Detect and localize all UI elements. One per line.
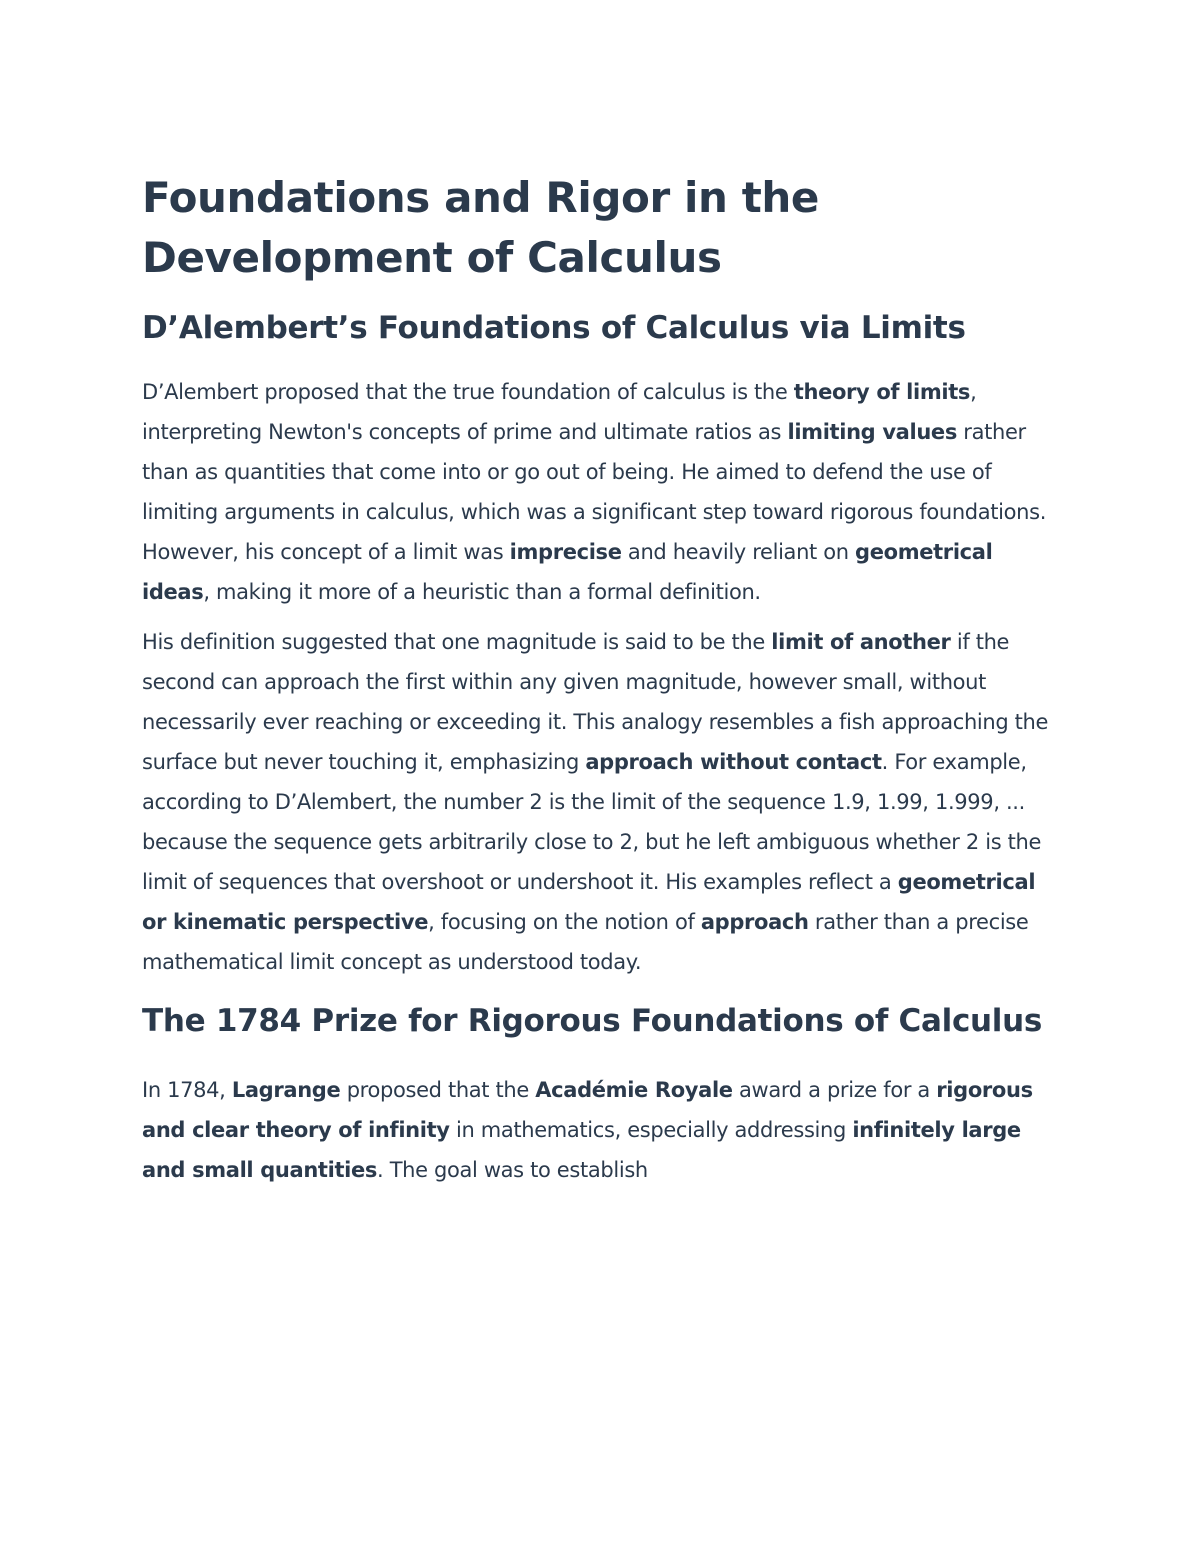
text-run: award a prize for a — [732, 1078, 937, 1102]
section-heading-1784-prize: The 1784 Prize for Rigorous Foundations of Calculus — [142, 1003, 1043, 1039]
text-run: In 1784, — [142, 1078, 232, 1102]
text-run: rather than a precise mathematical limit concept as understood today. — [142, 910, 1029, 974]
text-run: . The goal was to establish — [377, 1158, 648, 1182]
text-run: D’Alembert proposed that the true foundation of calculus is the — [142, 380, 794, 404]
emphasis: approach without contact — [585, 750, 882, 774]
text-run: , making it more of a heuristic than a formal definition. — [203, 580, 761, 604]
paragraph — [142, 1070, 1062, 1190]
emphasis: infinitely large and small quantities — [142, 1118, 1021, 1182]
emphasis: limit of another — [771, 630, 951, 654]
paragraph — [142, 622, 1062, 982]
emphasis: Lagrange — [231, 1078, 341, 1102]
emphasis: geometrical or kinematic perspective — [142, 870, 1036, 934]
document-title: Foundations and Rigor in the Development of Calculus — [142, 173, 820, 282]
text-run: His definition suggested that one magnitude is said to be the — [142, 630, 772, 654]
text-run: and heavily reliant on — [621, 540, 856, 564]
text-run: if the second can approach the first within any given magnitude, however small, without necessarily ever reaching or exceeding it. This analogy resembles a fish approaching the surface but never touching it, emphasizing — [142, 630, 1049, 774]
emphasis: geometrical ideas — [142, 540, 993, 604]
section-heading-dalembert: D’Alembert’s Foundations of Calculus via Limits — [142, 310, 966, 346]
emphasis: imprecise — [509, 540, 622, 564]
text-run: in mathematics, especially addressing — [449, 1118, 853, 1142]
emphasis: Académie Royale — [535, 1078, 733, 1102]
emphasis: theory of limits — [793, 380, 971, 404]
emphasis: rigorous and clear theory of infinity — [142, 1078, 1033, 1142]
text-run: . For example, according to D’Alembert, the number 2 is the limit of the sequence 1.9, 1.99, 1.999, ... because the sequence gets arbitrarily close to 2, but he left ambiguous whether 2 is the limit of sequences that overshoot or undershoot it. His examples reflect a — [142, 750, 1042, 894]
document-page — [142, 168, 1062, 1200]
emphasis: approach — [700, 910, 809, 934]
paragraph — [142, 372, 1062, 612]
text-run: , interpreting Newton's concepts of prime and ultimate ratios as — [142, 380, 977, 444]
text-run: proposed that the — [340, 1078, 536, 1102]
text-run: rather than as quantities that come into or go out of being. He aimed to defend the use of limiting arguments in calculus, which was a significant step toward rigorous foundations. However, his concept of a limit was — [142, 420, 1047, 564]
text-run: , focusing on the notion of — [428, 910, 701, 934]
emphasis: limiting values — [787, 420, 957, 444]
